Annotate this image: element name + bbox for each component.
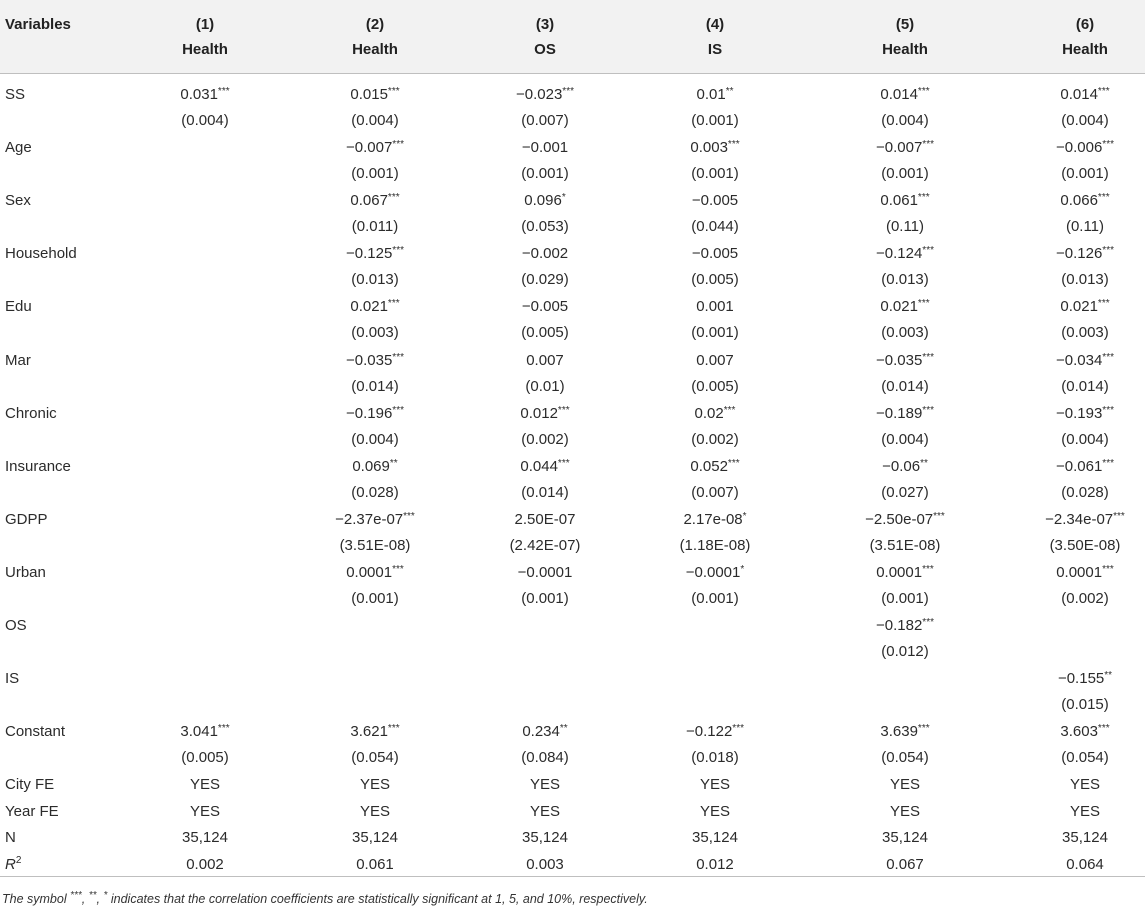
- coef-urban-col4: −0.0001*: [685, 563, 745, 581]
- header-col-1-dependent: Health: [182, 41, 228, 58]
- note-sep-1: ,: [81, 892, 89, 906]
- se-constant-col3: (0.084): [521, 749, 569, 767]
- table-footnote: [2, 889, 648, 906]
- se-sex-col6: (0.11): [1065, 218, 1105, 236]
- significance-stars: ***: [217, 86, 230, 97]
- se-mar-col5: (0.014): [881, 377, 929, 395]
- se-os-col5: (0.012): [881, 643, 929, 660]
- footer-r-col5: 0.067: [886, 855, 924, 873]
- footer-n-col2: 35,124: [352, 829, 398, 847]
- coef-mar-col4: 0.007: [696, 351, 734, 369]
- coef-insurance-col5: −0.06**: [882, 457, 928, 475]
- se-ss-col1: (0.004): [181, 112, 229, 129]
- coef-constant-col3: 0.234**: [522, 723, 568, 741]
- se-edu-col3: (0.005): [521, 324, 569, 342]
- note-sym-2: **: [88, 889, 97, 901]
- row-label-ss: SS: [5, 86, 26, 103]
- significance-stars: ***: [922, 563, 934, 575]
- se-ss-col2: (0.004): [351, 112, 399, 129]
- coef-mar-col5: −0.035***: [876, 351, 934, 369]
- se-chronic-col4: (0.002): [691, 430, 739, 448]
- se-urban-col3: (0.001): [521, 589, 569, 607]
- significance-stars: ***: [392, 404, 404, 416]
- coef-insurance-col6: −0.061***: [1056, 457, 1114, 475]
- se-household-col6: (0.013): [1061, 271, 1109, 289]
- header-col-5-number: (5): [895, 16, 915, 33]
- coef-constant-col1: 3.041***: [180, 723, 230, 741]
- significance-stars: *: [561, 192, 566, 204]
- note-sym-1: ***: [70, 889, 82, 901]
- significance-stars: ***: [1097, 192, 1110, 204]
- footer-city-fe-col5: YES: [889, 776, 920, 794]
- se-urban-col4: (0.001): [691, 589, 739, 607]
- footer-year-fe-col3: YES: [529, 802, 560, 820]
- significance-stars: ***: [1102, 245, 1114, 257]
- coef-chronic-col4: 0.02***: [694, 404, 736, 422]
- coef-age-col4: 0.003***: [690, 139, 740, 157]
- header-col-3-number: (3): [535, 16, 555, 33]
- coef-chronic-col6: −0.193***: [1056, 404, 1114, 422]
- coef-edu-col3: −0.005: [521, 298, 569, 316]
- significance-stars: ***: [392, 351, 404, 363]
- coef-ss-col3: −0.023***: [516, 86, 574, 103]
- significance-stars: ***: [917, 192, 930, 204]
- coef-sex-col5: 0.061***: [880, 192, 930, 210]
- significance-stars: ***: [557, 404, 570, 416]
- footer-year-fe-col1: YES: [189, 802, 220, 820]
- coef-age-col6: −0.006***: [1056, 139, 1114, 157]
- header-col-1-number: (1): [195, 16, 215, 33]
- coef-ss-col4: 0.01**: [696, 86, 734, 103]
- significance-stars: ***: [727, 139, 740, 151]
- row-label-city-fe: City FE: [5, 776, 55, 794]
- significance-stars: ***: [1102, 457, 1114, 469]
- footer-r-col3: 0.003: [526, 855, 564, 873]
- table-header: [0, 0, 1145, 74]
- se-gdpp-col4: (1.18E-08): [679, 536, 751, 554]
- se-gdpp-col6: (3.50E-08): [1049, 536, 1121, 554]
- se-household-col4: (0.005): [691, 271, 739, 289]
- footer-n-col4: 35,124: [692, 829, 738, 847]
- header-col-2-number: (2): [365, 16, 385, 33]
- coef-constant-col2: 3.621***: [350, 723, 400, 741]
- se-chronic-col2: (0.004): [351, 430, 399, 448]
- footer-r-col6: 0.064: [1066, 855, 1104, 873]
- header-col-4-dependent: IS: [707, 41, 723, 58]
- coef-edu-col2: 0.021***: [350, 298, 400, 316]
- footer-year-fe-col5: YES: [889, 802, 920, 820]
- footer-city-fe-col4: YES: [699, 776, 730, 794]
- row-label-sex: Sex: [5, 192, 31, 210]
- row-label-age: Age: [5, 139, 32, 157]
- coef-chronic-col5: −0.189***: [876, 404, 934, 422]
- se-ss-col6: (0.004): [1061, 112, 1109, 129]
- se-sex-col2: (0.011): [351, 218, 399, 236]
- coef-insurance-col4: 0.052***: [690, 457, 740, 475]
- se-insurance-col2: (0.028): [351, 483, 399, 501]
- coef-sex-col4: −0.005: [691, 192, 739, 210]
- coef-urban-col6: 0.0001***: [1056, 563, 1114, 581]
- coef-sex-col3: 0.096*: [524, 192, 566, 210]
- significance-stars: ***: [1102, 563, 1114, 575]
- se-age-col4: (0.001): [691, 165, 739, 183]
- footer-r-col2: 0.061: [356, 855, 394, 873]
- se-constant-col5: (0.054): [881, 749, 929, 767]
- coef-gdpp-col4: 2.17e-08*: [683, 510, 747, 528]
- significance-stars: ***: [557, 457, 570, 469]
- row-label-r: $R^2$: [5, 854, 22, 873]
- coef-household-col6: −0.126***: [1056, 245, 1114, 263]
- row-label-constant: Constant: [5, 723, 66, 741]
- header-col-3-dependent: OS: [534, 41, 556, 58]
- significance-stars: **: [389, 457, 398, 469]
- coef-mar-col6: −0.034***: [1056, 351, 1114, 369]
- se-age-col5: (0.001): [881, 165, 929, 183]
- significance-stars: ***: [1097, 298, 1110, 310]
- significance-stars: ***: [732, 723, 744, 735]
- se-sex-col5: (0.11): [885, 218, 925, 236]
- se-ss-col3: (0.007): [521, 112, 569, 129]
- significance-stars: ***: [727, 457, 740, 469]
- significance-stars: *: [742, 510, 747, 522]
- se-constant-col6: (0.054): [1061, 749, 1109, 767]
- coef-ss-col6: 0.014***: [1060, 86, 1110, 103]
- note-sym-3: *: [103, 889, 108, 901]
- row-label-is: IS: [5, 670, 20, 688]
- row-label-mar: Mar: [5, 351, 31, 369]
- row-label-insurance: Insurance: [5, 457, 71, 475]
- significance-stars: **: [559, 723, 568, 735]
- se-urban-col5: (0.001): [881, 589, 929, 607]
- coef-constant-col5: 3.639***: [880, 723, 930, 741]
- footer-year-fe-col4: YES: [699, 802, 730, 820]
- significance-stars: ***: [922, 617, 934, 628]
- header-col-6-dependent: Health: [1062, 41, 1108, 58]
- coef-mar-col3: 0.007: [526, 351, 564, 369]
- note-suffix: indicates that the correlation coefficients are statistically significant at 1, 5, and 10%, respectively.: [107, 892, 648, 906]
- coef-gdpp-col2: −2.37e-07***: [335, 510, 415, 528]
- significance-stars: ***: [917, 86, 930, 97]
- se-insurance-col6: (0.028): [1061, 483, 1109, 501]
- coef-is-col6: −0.155**: [1057, 670, 1113, 688]
- note-prefix: The symbol: [2, 892, 71, 906]
- se-edu-col6: (0.003): [1061, 324, 1109, 342]
- significance-stars: ***: [392, 139, 404, 151]
- se-household-col2: (0.013): [351, 271, 399, 289]
- row-label-gdpp: GDPP: [5, 510, 48, 528]
- footer-r-col4: 0.012: [696, 855, 734, 873]
- coef-chronic-col3: 0.012***: [520, 404, 570, 422]
- significance-stars: ***: [723, 404, 736, 416]
- significance-stars: ***: [387, 298, 400, 310]
- footer-year-fe-col2: YES: [359, 802, 390, 820]
- row-label-urban: Urban: [5, 563, 46, 581]
- significance-stars: ***: [1102, 139, 1114, 151]
- significance-stars: ***: [1102, 351, 1114, 363]
- coef-age-col3: −0.001: [521, 139, 569, 157]
- coef-household-col5: −0.124***: [876, 245, 934, 263]
- footer-n-col3: 35,124: [522, 829, 568, 847]
- se-mar-col3: (0.01): [525, 377, 565, 395]
- se-age-col3: (0.001): [521, 165, 569, 183]
- se-mar-col6: (0.014): [1061, 377, 1109, 395]
- coef-os-col5: −0.182***: [876, 617, 934, 634]
- significance-stars: *: [740, 563, 745, 575]
- coef-sex-col2: 0.067***: [350, 192, 400, 210]
- se-is-col6: (0.015): [1061, 696, 1109, 714]
- header-col-6-number: (6): [1075, 16, 1095, 33]
- header-col-2-dependent: Health: [352, 41, 398, 58]
- se-insurance-col4: (0.007): [691, 483, 739, 501]
- se-mar-col4: (0.005): [691, 377, 739, 395]
- footer-city-fe-col3: YES: [529, 776, 560, 794]
- significance-stars: ***: [922, 404, 934, 416]
- coef-household-col2: −0.125***: [346, 245, 404, 263]
- significance-stars: ***: [217, 723, 230, 735]
- row-label-n: N: [5, 829, 16, 847]
- coef-gdpp-col3: 2.50E-07: [514, 510, 576, 528]
- row-label-household: Household: [5, 245, 77, 263]
- significance-stars: ***: [387, 723, 400, 735]
- coef-edu-col5: 0.021***: [880, 298, 930, 316]
- significance-stars: ***: [933, 510, 945, 522]
- significance-stars: ***: [392, 563, 404, 575]
- coef-household-col4: −0.005: [691, 245, 739, 263]
- coef-household-col3: −0.002: [521, 245, 569, 263]
- se-urban-col6: (0.002): [1061, 589, 1109, 607]
- se-sex-col3: (0.053): [521, 218, 569, 236]
- footer-n-col5: 35,124: [882, 829, 928, 847]
- significance-stars: ***: [387, 86, 400, 97]
- significance-stars: ***: [562, 86, 574, 97]
- header-variables: Variables: [5, 16, 71, 33]
- se-constant-col2: (0.054): [351, 749, 399, 767]
- significance-stars: **: [725, 86, 734, 97]
- se-age-col6: (0.001): [1061, 165, 1109, 183]
- significance-stars: **: [1104, 670, 1113, 682]
- footer-n-col6: 35,124: [1062, 829, 1108, 847]
- coef-edu-col4: 0.001: [696, 298, 734, 316]
- coef-chronic-col2: −0.196***: [346, 404, 404, 422]
- se-constant-col1: (0.005): [181, 749, 229, 767]
- footer-year-fe-col6: YES: [1069, 802, 1100, 820]
- se-chronic-col3: (0.002): [521, 430, 569, 448]
- se-constant-col4: (0.018): [691, 749, 739, 767]
- coef-age-col5: −0.007***: [876, 139, 934, 157]
- row-label-year-fe: Year FE: [5, 802, 59, 820]
- se-edu-col5: (0.003): [881, 324, 929, 342]
- se-edu-col2: (0.003): [351, 324, 399, 342]
- se-chronic-col5: (0.004): [881, 430, 929, 448]
- note-sep-2: ,: [96, 892, 104, 906]
- significance-stars: ***: [917, 298, 930, 310]
- se-household-col5: (0.013): [881, 271, 929, 289]
- coef-gdpp-col5: −2.50e-07***: [865, 510, 945, 528]
- row-label-edu: Edu: [5, 298, 32, 316]
- row-label-os: OS: [5, 617, 27, 634]
- significance-stars: ***: [387, 192, 400, 204]
- significance-stars: ***: [1102, 404, 1114, 416]
- header-col-4-number: (4): [705, 16, 725, 33]
- se-insurance-col5: (0.027): [881, 483, 929, 501]
- significance-stars: ***: [1113, 510, 1125, 522]
- coef-constant-col6: 3.603***: [1060, 723, 1110, 741]
- significance-stars: ***: [917, 723, 930, 735]
- se-gdpp-col5: (3.51E-08): [869, 536, 941, 554]
- se-ss-col4: (0.001): [691, 112, 739, 129]
- coef-urban-col2: 0.0001***: [346, 563, 404, 581]
- significance-stars: ***: [392, 245, 404, 257]
- coef-mar-col2: −0.035***: [346, 351, 404, 369]
- coef-constant-col4: −0.122***: [686, 723, 744, 741]
- footer-city-fe-col1: YES: [189, 776, 220, 794]
- footer-n-col1: 35,124: [182, 829, 228, 847]
- coef-edu-col6: 0.021***: [1060, 298, 1110, 316]
- significance-stars: ***: [1097, 86, 1110, 97]
- significance-stars: ***: [403, 510, 415, 522]
- se-sex-col4: (0.044): [691, 218, 739, 236]
- coef-insurance-col2: 0.069**: [352, 457, 398, 475]
- se-urban-col2: (0.001): [351, 589, 399, 607]
- significance-stars: ***: [922, 139, 934, 151]
- significance-stars: **: [920, 457, 928, 469]
- header-col-5-dependent: Health: [882, 41, 928, 58]
- significance-stars: ***: [922, 351, 934, 363]
- footer-r-col1: 0.002: [186, 855, 224, 873]
- se-gdpp-col2: (3.51E-08): [339, 536, 411, 554]
- se-ss-col5: (0.004): [881, 112, 929, 129]
- coef-sex-col6: 0.066***: [1060, 192, 1110, 210]
- coef-ss-col1: 0.031***: [180, 86, 230, 103]
- significance-stars: ***: [922, 245, 934, 257]
- significance-stars: ***: [1097, 723, 1110, 735]
- se-edu-col4: (0.001): [691, 324, 739, 342]
- se-gdpp-col3: (2.42E-07): [509, 536, 581, 554]
- coef-ss-col5: 0.014***: [880, 86, 930, 103]
- table-bottom-rule: [0, 876, 1145, 877]
- se-mar-col2: (0.014): [351, 377, 399, 395]
- coef-insurance-col3: 0.044***: [520, 457, 570, 475]
- se-insurance-col3: (0.014): [521, 483, 569, 501]
- coef-age-col2: −0.007***: [346, 139, 404, 157]
- coef-urban-col5: 0.0001***: [876, 563, 934, 581]
- se-age-col2: (0.001): [351, 165, 399, 183]
- se-chronic-col6: (0.004): [1061, 430, 1109, 448]
- coef-ss-col2: 0.015***: [350, 86, 400, 103]
- coef-gdpp-col6: −2.34e-07***: [1045, 510, 1125, 528]
- coef-urban-col3: −0.0001: [517, 563, 573, 581]
- se-household-col3: (0.029): [521, 271, 569, 289]
- footer-city-fe-col6: YES: [1069, 776, 1100, 794]
- footer-city-fe-col2: YES: [359, 776, 390, 794]
- row-label-chronic: Chronic: [5, 404, 57, 422]
